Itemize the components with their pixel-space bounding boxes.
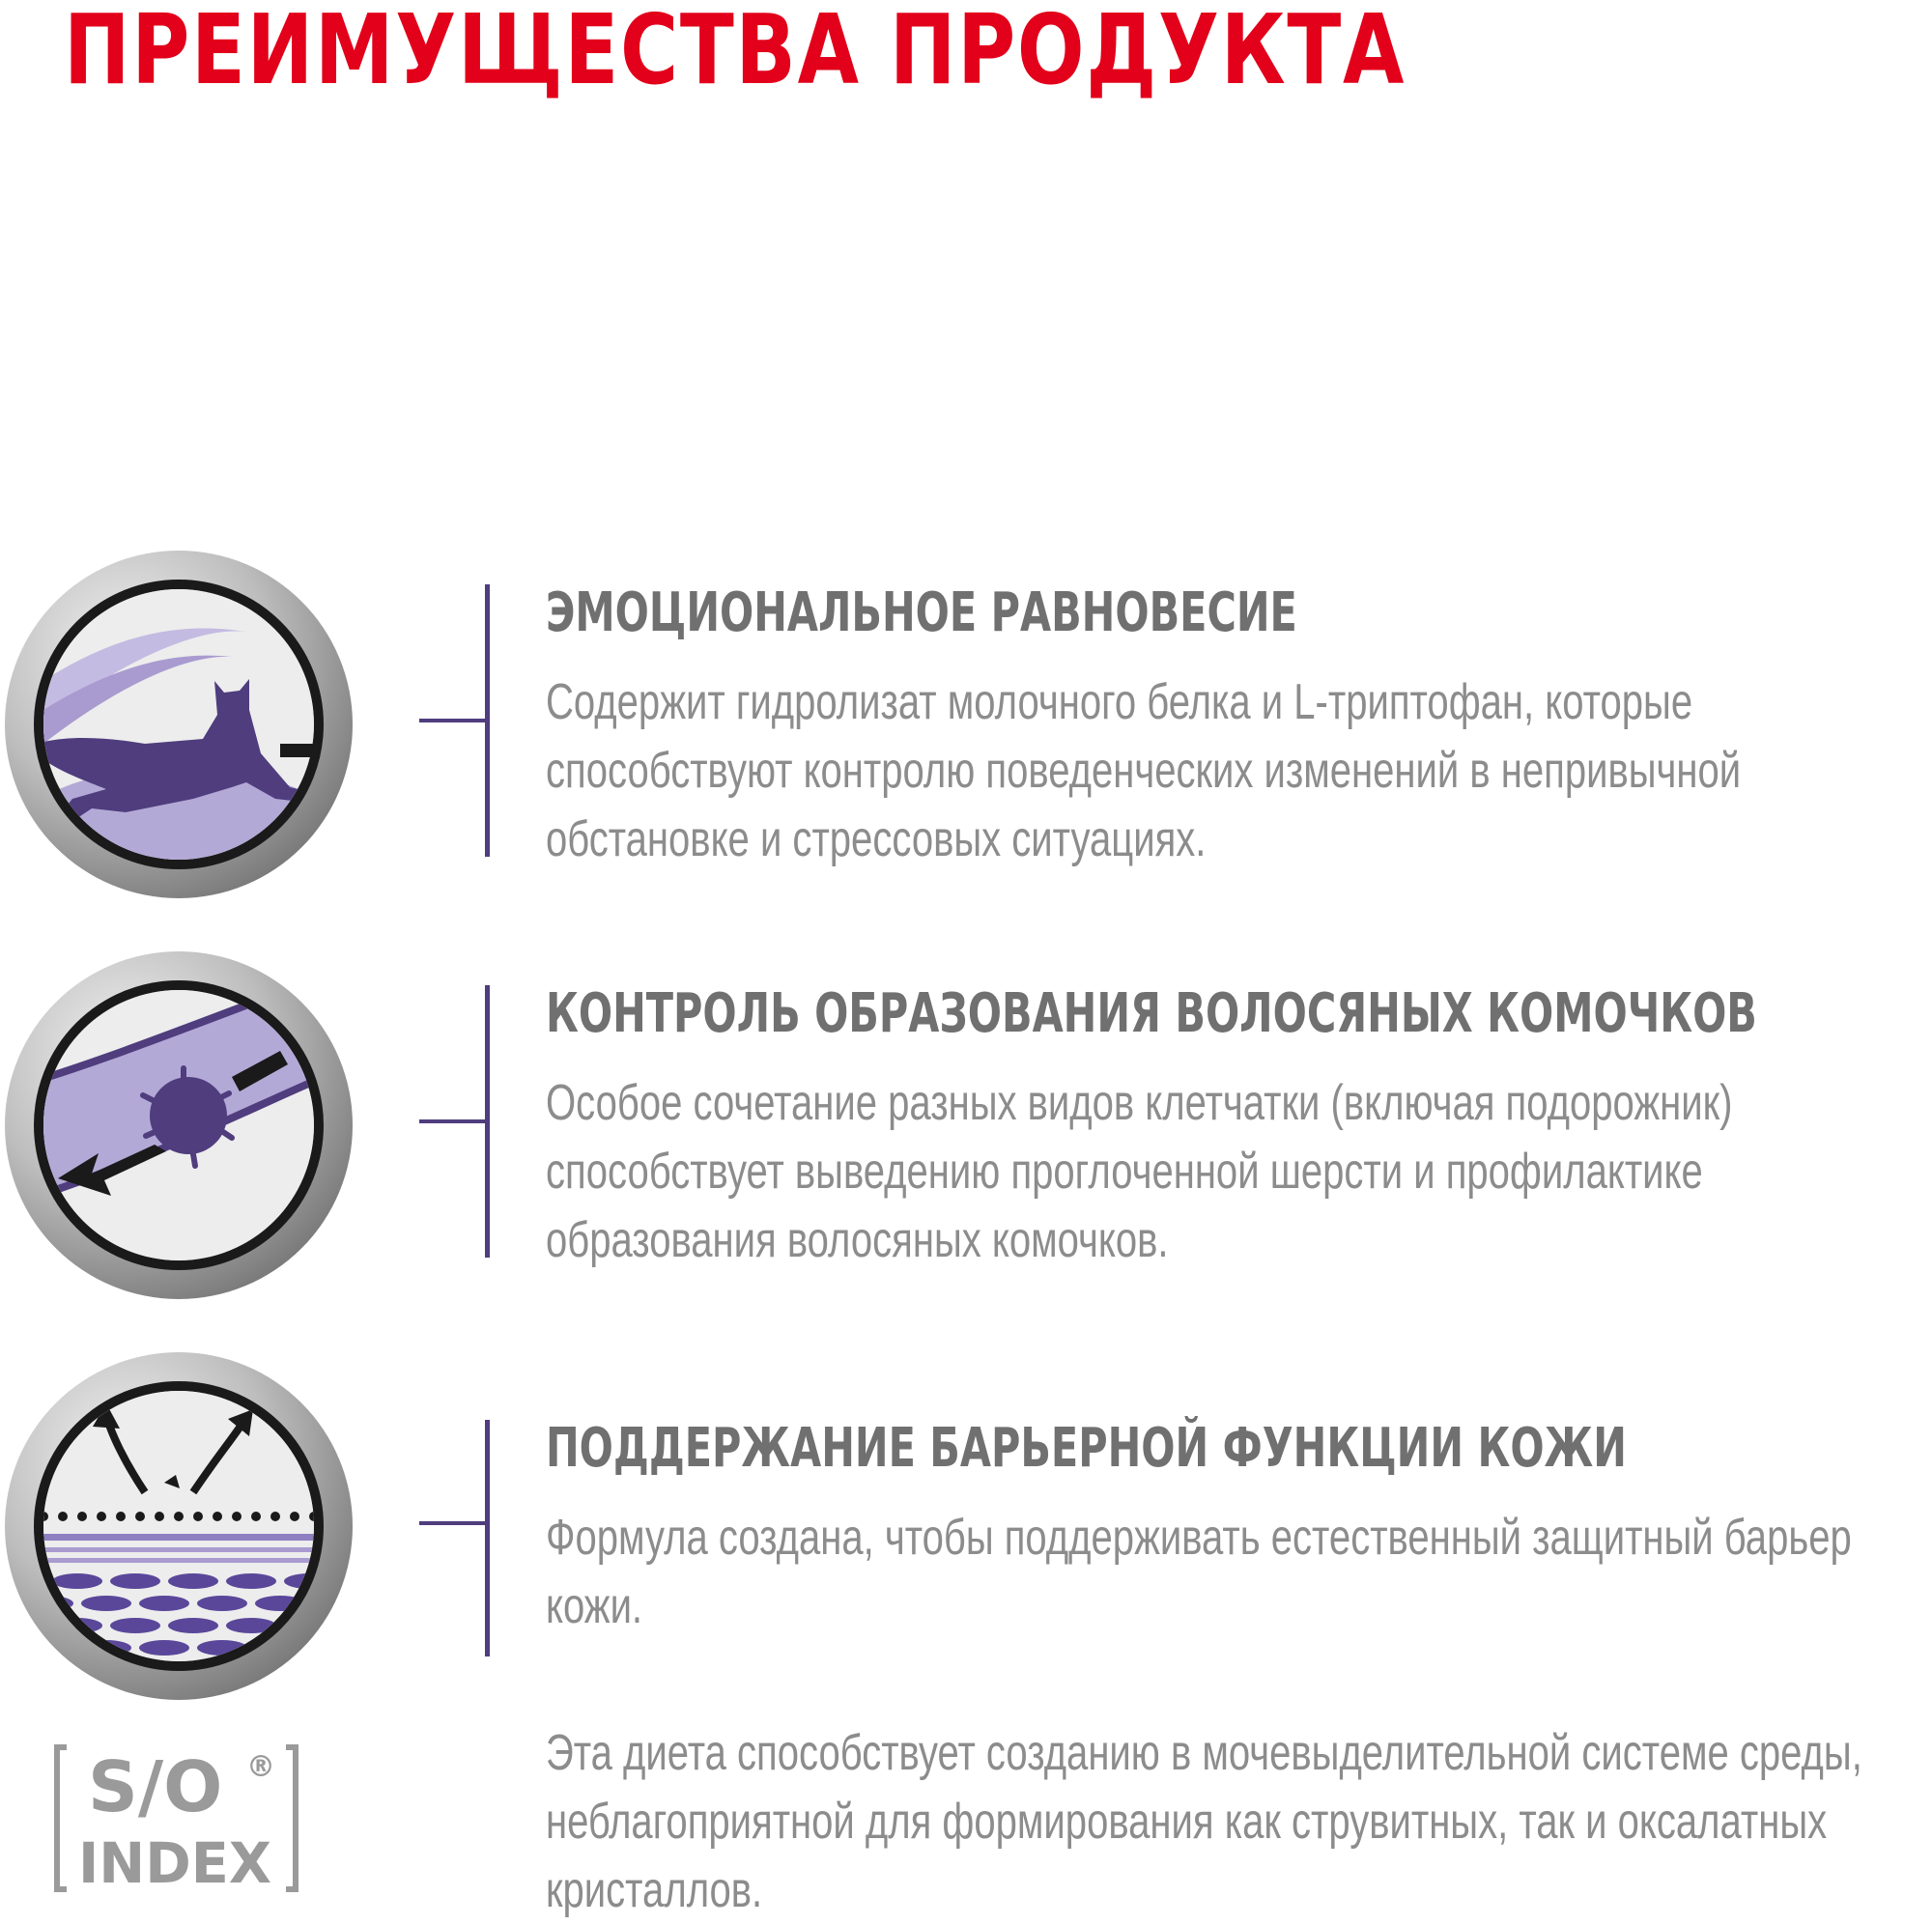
benefit-heading-skin-barrier: ПОДДЕРЖАНИЕ БАРЬЕРНОЙ ФУНКЦИИ КОЖИ (546, 1417, 1627, 1480)
so-index-bottom: INDEX (78, 1830, 271, 1893)
benefit-text-skin-barrier: Формула создана, чтобы поддерживать естественный защитный барьер кожи. (546, 1510, 1852, 1634)
footer-text: Эта диета способствует созданию в мочевыделительной системе среды, неблагоприятной для формирования как струвитных, так и оксалатных кристаллов. (546, 1725, 1862, 1918)
connector-horizontal (419, 1119, 487, 1123)
benefit-heading-hairball-control: КОНТРОЛЬ ОБРАЗОВАНИЯ ВОЛОСЯНЫХ КОМОЧКОВ (546, 982, 1757, 1045)
skin-barrier-icon (0, 1347, 357, 1705)
connector-horizontal (419, 1521, 487, 1525)
hairball-transit-icon (0, 947, 357, 1304)
benefit-heading-emotional-balance: ЭМОЦИОНАЛЬНОЕ РАВНОВЕСИЕ (546, 581, 1297, 644)
connector-horizontal (419, 719, 487, 722)
page-title: ПРЕИМУЩЕСТВА ПРОДУКТА (64, 0, 1406, 106)
so-index-registered: ® (246, 1750, 275, 1784)
so-index-top: S/O (88, 1746, 223, 1827)
resting-cat-icon (0, 546, 357, 903)
so-index-logo (53, 1743, 299, 1893)
benefit-text-emotional-balance: Содержит гидролизат молочного белка и L-триптофан, которые способствуют контролю поведенческих изменений в непривычной обстановке и стрессовых ситуациях. (546, 674, 1742, 867)
connector-vertical (485, 1420, 490, 1656)
benefit-text-hairball-control: Особое сочетание разных видов клетчатки (включая подорожник) способствует выведению проглоченной шерсти и профилактике образования волосяных комочков. (546, 1075, 1733, 1268)
